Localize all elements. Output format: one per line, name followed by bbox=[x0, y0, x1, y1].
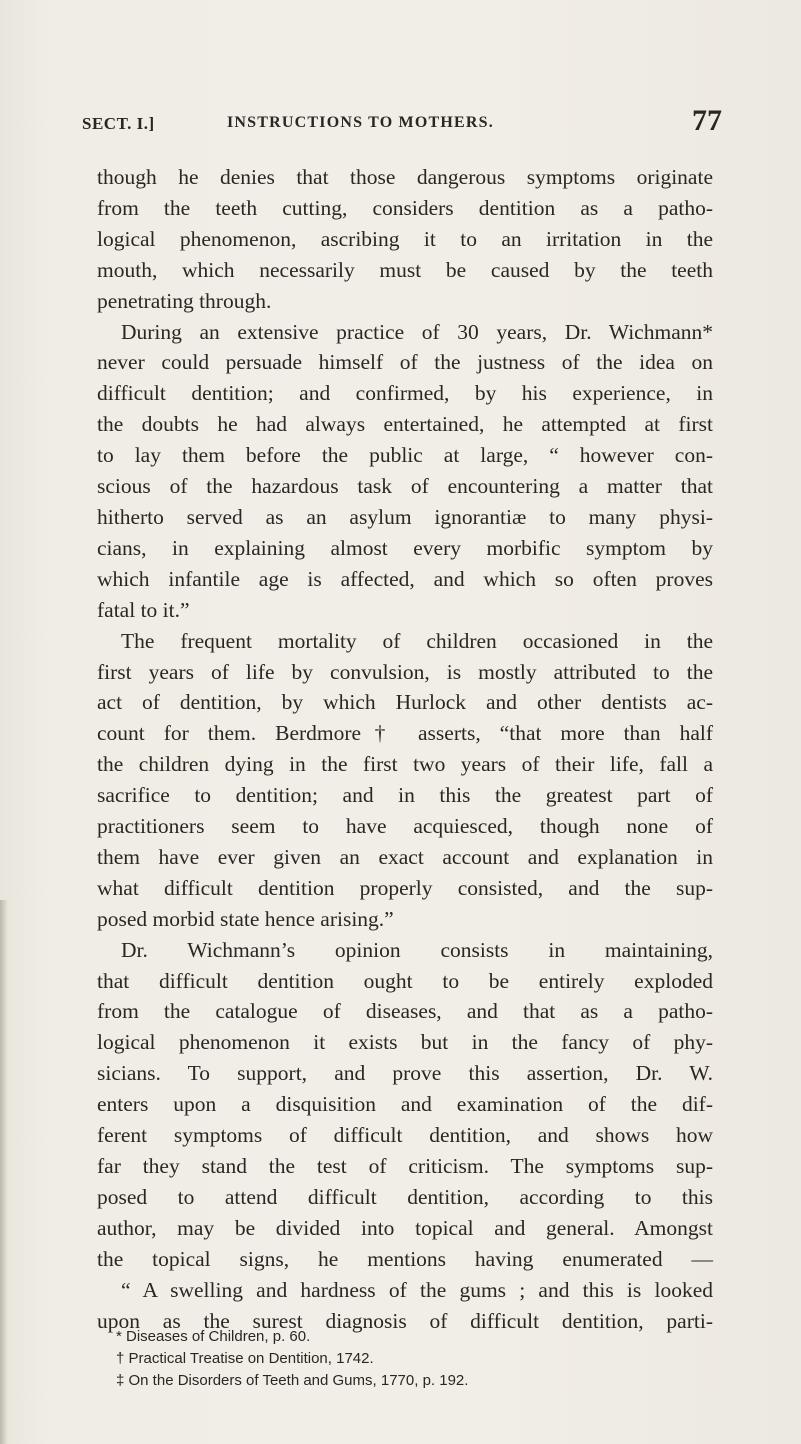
text-line: from the catalogue of diseases, and that as a patho- bbox=[97, 999, 713, 1024]
text-line: posed to attend difficult dentition, according to this bbox=[97, 1184, 713, 1209]
text-line: difficult dentition; and confirmed, by his experience, in bbox=[97, 381, 713, 406]
text-line: act of dentition, by which Hurlock and other dentists ac- bbox=[97, 690, 713, 715]
text-line: Dr. Wichmann’s opinion consists in maintaining, bbox=[121, 937, 713, 962]
text-line: the topical signs, he mentions having enumerated — bbox=[97, 1246, 713, 1271]
text-line: author, may be divided into topical and general. Amongst bbox=[97, 1215, 713, 1240]
text-line: ferent symptoms of difficult dentition, and shows how bbox=[97, 1123, 713, 1148]
text-line: them have ever given an exact account and explanation in bbox=[97, 844, 713, 869]
text-line: penetrating through. bbox=[97, 288, 272, 313]
text-line: fatal to it.” bbox=[97, 597, 190, 622]
page-number: 77 bbox=[692, 104, 722, 137]
body-text bbox=[97, 162, 713, 1336]
text-line: to lay them before the public at large, “ however con- bbox=[97, 443, 713, 468]
text-line: scious of the hazardous task of encountering a matter that bbox=[97, 474, 713, 499]
text-line: practitioners seem to have acquiesced, though none of bbox=[97, 814, 713, 839]
footnote: ‡ On the Disorders of Teeth and Gums, 1770, p. 192. bbox=[116, 1372, 469, 1389]
text-line: never could persuade himself of the justness of the idea on bbox=[97, 350, 713, 375]
text-line: “ A swelling and hardness of the gums ; and this is looked bbox=[121, 1277, 713, 1302]
text-line: logical phenomenon, ascribing it to an irritation in the bbox=[97, 226, 713, 251]
text-line: though he denies that those dangerous symptoms originate bbox=[97, 165, 713, 189]
running-header bbox=[82, 104, 722, 144]
text-line: posed morbid state hence arising.” bbox=[97, 906, 394, 931]
text-line: the children dying in the first two years of their life, fall a bbox=[97, 752, 713, 777]
text-line: count for them. Berdmore† asserts, “that more than half bbox=[97, 721, 713, 746]
text-line: the doubts he had always entertained, he attempted at first bbox=[97, 412, 713, 437]
footnotes bbox=[116, 1326, 676, 1392]
running-title: INSTRUCTIONS TO MOTHERS. bbox=[227, 114, 494, 131]
text-line: first years of life by convulsion, is mostly attributed to the bbox=[97, 659, 713, 684]
text-line: hitherto served as an asylum ignorantiæ to many physi- bbox=[97, 504, 713, 529]
section-label: SECT. I.] bbox=[82, 114, 155, 133]
text-line: sacrifice to dentition; and in this the greatest part of bbox=[97, 783, 713, 808]
text-line: mouth, which necessarily must be caused by the teeth bbox=[97, 257, 713, 282]
text-line: The frequent mortality of children occasioned in the bbox=[121, 628, 713, 653]
text-line: from the teeth cutting, considers dentition as a patho- bbox=[97, 195, 713, 220]
text-line: logical phenomenon it exists but in the fancy of phy- bbox=[97, 1030, 713, 1055]
text-line: far they stand the test of criticism. The symptoms sup- bbox=[97, 1154, 713, 1178]
text-line: enters upon a disquisition and examination of the dif- bbox=[97, 1092, 713, 1117]
page-edge-shadow bbox=[0, 900, 8, 1444]
text-line: upon as the surest diagnosis of difficult dentition, parti- bbox=[97, 1308, 713, 1333]
text-line: cians, in explaining almost every morbific symptom by bbox=[97, 535, 713, 560]
footnote: * Diseases of Children, p. 60. bbox=[116, 1328, 311, 1345]
text-line: sicians. To support, and prove this assertion, Dr. W. bbox=[97, 1061, 713, 1086]
text-line: what difficult dentition properly consisted, and the sup- bbox=[97, 875, 713, 900]
text-line: that difficult dentition ought to be entirely exploded bbox=[97, 968, 713, 993]
text-line: which infantile age is affected, and which so often proves bbox=[97, 566, 713, 591]
footnote: † Practical Treatise on Dentition, 1742. bbox=[116, 1350, 374, 1367]
text-line: During an extensive practice of 30 years, Dr. Wichmann* bbox=[121, 319, 713, 344]
